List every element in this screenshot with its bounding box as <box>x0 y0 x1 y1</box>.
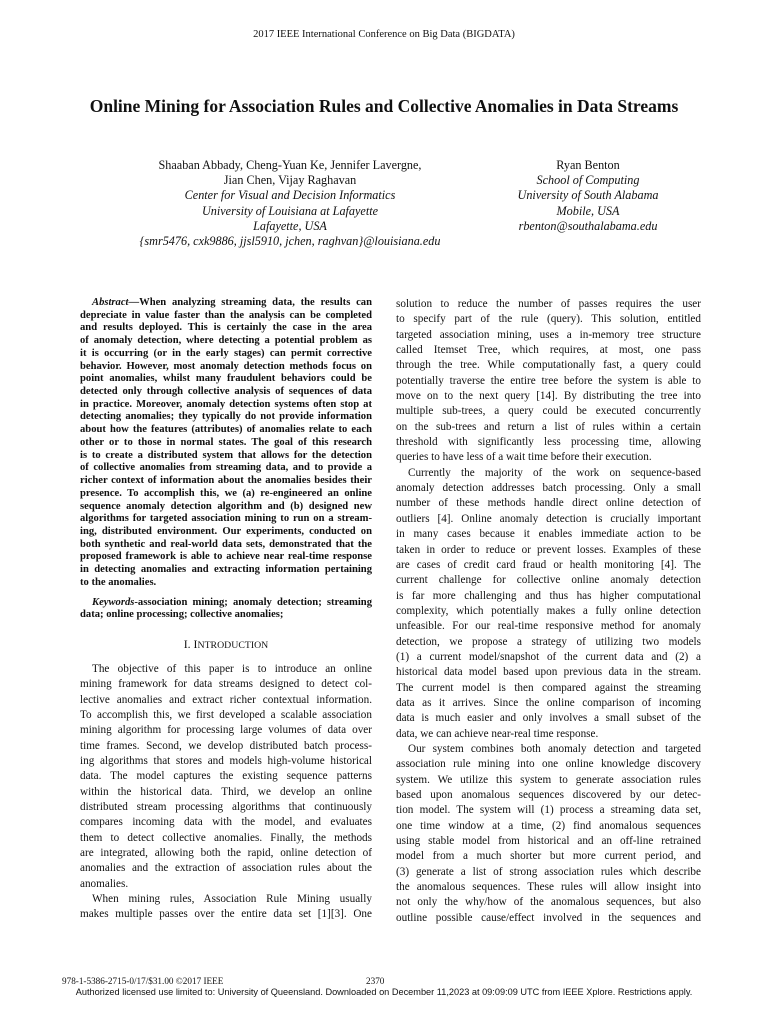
intro-paragraph <box>80 662 372 892</box>
text-line: data is much easier and only involves a small subset of the <box>396 712 701 725</box>
left-column <box>80 297 372 923</box>
text-line: data as it arrives. Since the online comparison of incoming <box>396 696 701 709</box>
text-line: number of these methods handle direct online detection of <box>396 497 701 510</box>
text-line: not only the why/how of the anomalous sequences, but also <box>396 896 701 909</box>
text-line: queries to have less of a wait time before their execution. <box>396 451 652 464</box>
text-line: one time window at a time, (2) find anomalous sequences <box>396 819 701 832</box>
author-emails: rbenton@southalabama.edu <box>518 218 658 233</box>
text-line: compares incoming data with the model, and evaluates <box>80 816 372 829</box>
author-affiliation: University of Louisiana at Lafayette <box>201 203 379 218</box>
text-line: point anomalies, whilst many fraudulent behaviors could be <box>80 373 372 385</box>
text-line: based upon anomalous sequences discovered by our detec- <box>396 789 701 801</box>
text-line: within the historical data. Third, we develop an online <box>80 785 372 798</box>
license-notice: Authorized licensed use limited to: University of Queensland. Downloaded on December 11,2023 at 09:09:09 UTC from IEEE Xplore. Restrictions apply. <box>75 987 693 997</box>
author-names: Ryan Benton <box>556 158 620 172</box>
text-line: detection, we propose a strategy of utilizing two models <box>396 635 701 648</box>
abstract-lead: Abstract <box>92 297 129 308</box>
text-line: move on to the next query [14]. By distributing the tree into <box>396 390 701 403</box>
text-line: makes multiple passes over the entire data set [1][3]. One <box>80 908 372 921</box>
text-line: detecting anomalies; they typically do not provide information <box>80 411 372 423</box>
text-line: The current model is then compared against the streaming <box>396 681 701 694</box>
text-line: The objective of this paper is to introduce an online <box>92 662 372 675</box>
text-line: it is occurring (or in the early stages) can permit corrective <box>80 347 372 359</box>
body-paragraph <box>396 466 701 742</box>
text-line: taken in order to reduce or prevent losses. Examples of these <box>396 543 701 556</box>
text-line: richer context of information about the anomalies besides their <box>80 475 372 487</box>
body-paragraph <box>396 297 701 466</box>
text-line: potentially traverse the entire tree before the system is able to <box>396 374 701 387</box>
text-line: lective anomalies and extract richer contextual information. <box>80 693 372 706</box>
text-line: are integrated, allowing both the rapid, online detection of <box>80 847 372 860</box>
author-emails: {smr5476, cxk9886, jjsl5910, jchen, raghvan}@louisiana.edu <box>139 234 441 249</box>
keywords-line <box>80 597 372 610</box>
text-line: the anomalous sequences. These rules will allow insight into <box>396 881 701 894</box>
keywords <box>80 597 372 622</box>
text-line: solution to reduce the number of passes requires the user <box>396 298 701 310</box>
author-block-left <box>110 158 470 249</box>
text-line: through the tree. While computationally fast, a query could <box>396 359 701 372</box>
text-line: association rule mining into one online knowledge discovery <box>396 758 701 771</box>
text-line: are cases of credit card fraud or health monitoring [4]. The <box>396 558 701 571</box>
text-line: targeted association mining, uses a in-memory tree structure <box>396 328 701 341</box>
text-line: unfeasible. For our real-time responsive method for anomaly <box>396 620 701 633</box>
text-line: in practice. Moreover, anomaly detection systems often stop at <box>80 398 372 410</box>
author-affiliation: Lafayette, USA <box>253 218 327 233</box>
text-line: and results deployed. This is certainly the case in the area <box>80 322 372 334</box>
text-line: outliers [4]. Online anomaly detection is crucially important <box>396 512 701 525</box>
section-heading-introduction <box>80 636 372 652</box>
paper-title: Online Mining for Association Rules and Collective Anomalies in Data Streams <box>89 96 679 116</box>
text-line: to the anomalies. <box>80 576 157 588</box>
text-line: both synthetic and real-world data sets, demonstrated that the <box>80 538 372 550</box>
footer-isbn: 978-1-5386-2715-0/17/$31.00 ©2017 IEEE <box>62 976 224 986</box>
author-names: Shaaban Abbady, Cheng-Yuan Ke, Jennifer Lavergne, <box>158 158 422 172</box>
text-line: presence. To accomplish this, we (a) re-engineered an online <box>80 487 372 499</box>
author-affiliation: University of South Alabama <box>517 188 659 203</box>
text-line: anomaly detection addresses batch processing. Only a small <box>396 482 701 495</box>
abstract-first-line: —When analyzing streaming data, the results can <box>128 297 372 308</box>
text-line: ing, distributed environment. Our experiments, conducted on <box>80 525 372 537</box>
text-line: mining algorithm for processing large volumes of data over <box>80 724 372 737</box>
text-line: Our system combines both anomaly detection and targeted <box>408 742 701 755</box>
abstract-line <box>80 297 372 310</box>
text-line: called Itemset Tree, which requires, at most, one pass <box>396 344 701 357</box>
text-line: sequence anomaly detection algorithm and (b) designed new <box>80 500 372 512</box>
text-line: on the sub-trees and return a list of rules within a certain <box>396 420 701 433</box>
text-line: model from a much shorter but more current period, and <box>396 850 701 863</box>
section-title: NTRODUCTION <box>197 639 269 651</box>
keywords-body <box>80 609 372 622</box>
text-line: about how the features (attributes) of anomalies relate to each <box>80 424 372 436</box>
text-line: complexity, which potentially makes a fully online detection <box>396 604 701 617</box>
text-line: is to create a distributed system that allows for the detection <box>80 449 372 461</box>
text-line: proposed framework is able to achieve near real-time response <box>80 551 372 563</box>
text-line: is far more challenging and thus has higher computational <box>396 589 701 602</box>
text-line: in detecting anomalies and extracting information pertaining <box>80 564 372 576</box>
text-line: To accomplish this, we first developed a scalable association <box>80 709 372 721</box>
text-line: them to detect collective anomalies. Finally, the methods <box>80 831 372 844</box>
text-line: current challenge for collective online anomaly detection <box>396 574 701 587</box>
text-line: in many cases because it enables immediate action to be <box>396 528 701 541</box>
body-paragraph <box>396 742 701 926</box>
text-line: tion model. The system will (1) process a streaming data set, <box>396 804 701 817</box>
text-line: detected only through collective analysis of sequences of data <box>80 386 372 398</box>
text-line: data, we can achieve near-real time response. <box>396 727 599 740</box>
text-line: anomalies and the extraction of association rules about the <box>80 862 372 875</box>
text-line: mining framework for data streams designed to detect col- <box>80 678 372 691</box>
text-line: historical data model based upon previous data in the stream. <box>396 666 701 679</box>
author-affiliation: School of Computing <box>536 173 640 188</box>
keywords-lead: Keywords <box>92 596 135 608</box>
intro-paragraph <box>80 892 372 923</box>
text-line: other or to those in normal states. The goal of this research <box>80 436 372 448</box>
text-line: depreciate in value faster than the analysis can be completed <box>80 309 372 321</box>
text-line: (1) a current model/snapshot of the current data and (2) a <box>396 650 701 663</box>
text-line: algorithms for targeted association mining to run on a stream- <box>80 513 372 525</box>
text-line: data; online processing; collective anomalies; <box>80 609 284 621</box>
text-line: distributed stream processing algorithms that continuously <box>80 801 372 814</box>
text-line: Currently the majority of the work on sequence-based <box>408 466 701 479</box>
section-number: I. I <box>183 636 198 651</box>
text-line: (3) generate a list of strong association rules which describe <box>396 865 701 878</box>
text-line: behavior. However, most anomaly detection methods focus on <box>80 360 372 372</box>
text-line: system. We utilize this system to generate association rules <box>396 773 701 786</box>
author-names: Jian Chen, Vijay Raghavan <box>223 173 357 188</box>
text-line: anomalies. <box>80 877 129 890</box>
text-line: When mining rules, Association Rule Mining usually <box>92 893 372 906</box>
author-affiliation: Center for Visual and Decision Informatics <box>184 188 396 203</box>
text-line: data. The model captures the existing sequence patterns <box>80 770 372 783</box>
text-line: time frames. Second, we develop distributed batch process- <box>80 739 372 752</box>
author-affiliation: Mobile, USA <box>556 203 620 218</box>
running-head: 2017 IEEE International Conference on Big Data (BIGDATA) <box>253 29 515 40</box>
right-column <box>396 297 701 926</box>
author-block-right <box>478 158 698 234</box>
text-line: of collective anomalies from streaming data, and to provide a <box>80 462 372 474</box>
text-line: to specify part of the rule (query). This solution, entitled <box>396 313 701 326</box>
abstract-body <box>80 310 372 590</box>
page-number: 2370 <box>366 976 385 986</box>
text-line: using stable model from historical and an off-line retrained <box>396 835 701 848</box>
text-line: of anomaly detection, where detecting a potential problem as <box>80 335 372 347</box>
text-line: multiple sub-trees, a query could be executed concurrently <box>396 405 701 418</box>
text-line: ing algorithms that stores and models high-volume historical <box>80 755 372 768</box>
abstract <box>80 297 372 590</box>
text-line: outline possible cause/effect involved in the sequences and <box>396 911 701 924</box>
text-line: threshold with significantly less processing time, allowing <box>396 436 701 449</box>
keywords-first-line: -association mining; anomaly detection; streaming <box>134 596 372 608</box>
